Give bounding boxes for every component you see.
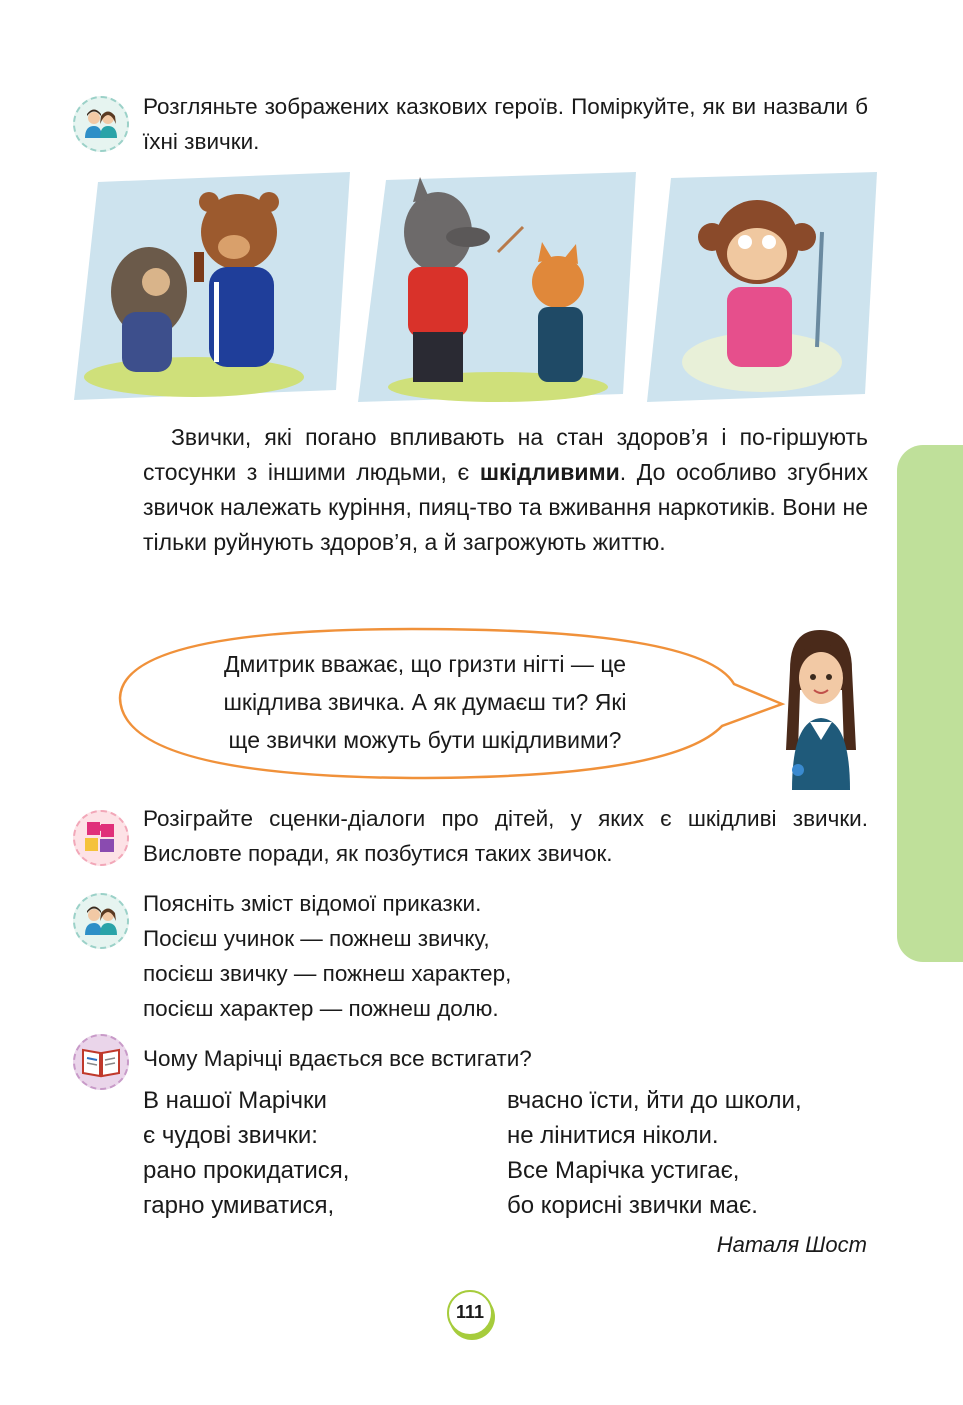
kids-pair-icon <box>73 96 129 152</box>
task2-text: Розіграйте сценки-діалоги про дітей, у яких є шкідливі звички. Висловте поради, як позбутися таких звичок. <box>143 806 868 866</box>
paragraph-harmful-habits <box>143 420 868 560</box>
kids-pair-icon <box>73 893 129 949</box>
poem-line: гарно умиватися, <box>143 1192 335 1219</box>
illustration-wolf-cat <box>358 172 636 402</box>
poem-line: вчасно їсти, йти до школи, <box>507 1087 802 1114</box>
task3-block <box>143 886 868 1026</box>
poem-right-column <box>507 1083 802 1223</box>
proverb-line: посієш характер — пожнеш долю. <box>143 996 499 1021</box>
task4-question: Чому Марічці вдається все встигати? <box>143 1046 532 1071</box>
page-number: 111 <box>455 1302 485 1322</box>
illustration-hedgehog-bear <box>74 172 350 402</box>
bubble-line: шкідлива звичка. А як думаєш ти? Які <box>223 689 627 715</box>
open-book-icon <box>73 1034 129 1090</box>
poem-line: бо корисні звички має. <box>507 1192 758 1219</box>
poem-line: В нашої Марічки <box>143 1087 327 1114</box>
section-side-tab <box>897 445 963 962</box>
poem-line: є чудові звички: <box>143 1122 318 1149</box>
task1-text: Розгляньте зображених казкових героїв. Поміркуйте, як ви назвали б їхні звички. <box>143 94 868 154</box>
paragraph-part2: . До особливо згубних звичок належать куріння, пияц-тво та вживання наркотиків. Вони не тільки руйнують здоров’я, а й загрожують життю. <box>143 459 868 555</box>
bubble-line: ще звички можуть бути шкідливими? <box>228 727 622 753</box>
poem-line: не лінитися ніколи. <box>507 1122 719 1149</box>
puzzle-icon <box>73 810 129 866</box>
bubble-text <box>140 645 710 759</box>
illustration-monkey <box>647 172 877 402</box>
bubble-line: Дмитрик вважає, що гризти нігті — це <box>223 651 627 677</box>
proverb-line: Посієш учинок — пожнеш звичку, <box>143 926 490 951</box>
task3-prompt: Поясніть зміст відомої приказки. <box>143 891 482 916</box>
paragraph-bold-term: шкідливими <box>479 459 620 485</box>
poem-author: Наталя Шост <box>716 1232 867 1257</box>
proverb-line: посієш звичку — пожнеш характер, <box>143 961 512 986</box>
poem-left-column <box>143 1083 349 1223</box>
poem-line: рано прокидатися, <box>143 1157 350 1184</box>
poem-line: Все Марічка устигає, <box>507 1157 740 1184</box>
page-number-badge <box>446 1289 496 1339</box>
paragraph-part1: Звички, які погано впливають на стан здоров’я і по-гіршують стосунки з іншими людьми, є <box>143 424 868 485</box>
girl-illustration <box>770 630 870 790</box>
